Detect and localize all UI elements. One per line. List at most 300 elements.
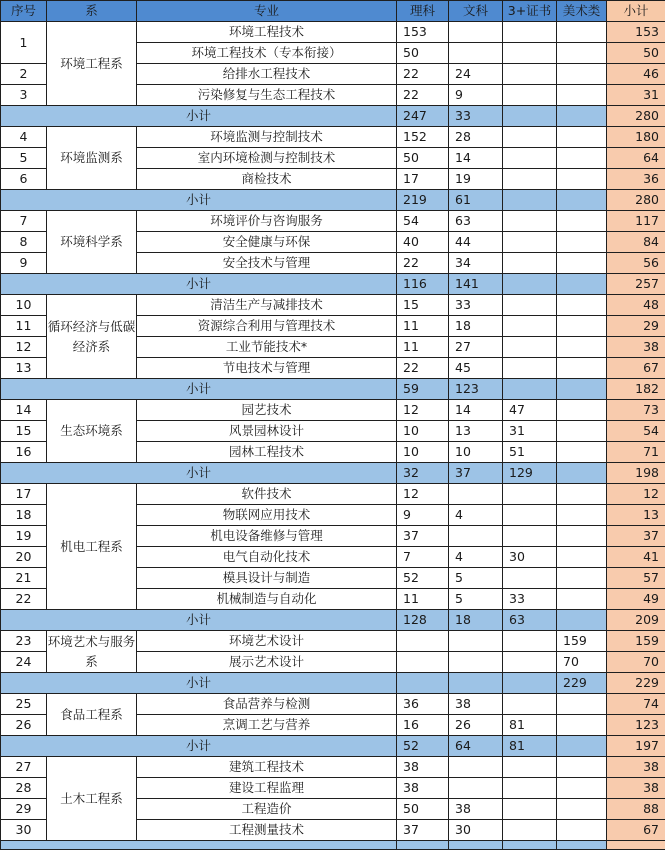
subtotal-art [557, 610, 607, 631]
arts-count: 5 [449, 568, 503, 589]
header-major: 专业 [137, 1, 397, 22]
department-name: 环境监测系 [47, 127, 137, 190]
row-number: 10 [1, 295, 47, 316]
major-name: 建筑工程技术 [137, 757, 397, 778]
subtotal-certificate: 81 [503, 736, 557, 757]
table-row [1, 22, 665, 43]
subtotal-row [1, 736, 665, 757]
row-total: 38 [607, 778, 665, 799]
subtotal-row [1, 379, 665, 400]
science-count: 38 [397, 778, 449, 799]
art-count [557, 64, 607, 85]
header-total: 小计 [607, 1, 665, 22]
art-count [557, 778, 607, 799]
arts-count: 38 [449, 799, 503, 820]
row-number: 11 [1, 316, 47, 337]
row-total: 37 [607, 526, 665, 547]
subtotal-science: 116 [397, 274, 449, 295]
major-name: 工程造价 [137, 799, 397, 820]
arts-count [449, 778, 503, 799]
art-count [557, 211, 607, 232]
major-name: 污染修复与生态工程技术 [137, 85, 397, 106]
department-name: 环境工程系 [47, 22, 137, 106]
arts-count: 9 [449, 85, 503, 106]
row-number: 25 [1, 694, 47, 715]
subtotal-science: 219 [397, 190, 449, 211]
row-total: 56 [607, 253, 665, 274]
art-count [557, 757, 607, 778]
art-count [557, 148, 607, 169]
row-number: 15 [1, 421, 47, 442]
certificate-count: 47 [503, 400, 557, 421]
certificate-count [503, 631, 557, 652]
major-name: 给排水工程技术 [137, 64, 397, 85]
certificate-count: 30 [503, 547, 557, 568]
science-count [397, 652, 449, 673]
header-art: 美术类 [557, 1, 607, 22]
header-cert: 3+证书 [503, 1, 557, 22]
row-total: 88 [607, 799, 665, 820]
subtotal-arts: 18 [449, 610, 503, 631]
subtotal-total: 229 [607, 673, 665, 694]
arts-count: 18 [449, 316, 503, 337]
science-count: 22 [397, 253, 449, 274]
row-total: 13 [607, 505, 665, 526]
major-name: 工业节能技术* [137, 337, 397, 358]
science-count: 16 [397, 715, 449, 736]
major-name: 园林工程技术 [137, 442, 397, 463]
row-total: 38 [607, 337, 665, 358]
subtotal-certificate [503, 190, 557, 211]
arts-count: 5 [449, 589, 503, 610]
science-count: 22 [397, 64, 449, 85]
art-count [557, 316, 607, 337]
science-count: 37 [397, 526, 449, 547]
subtotal-total: 182 [607, 379, 665, 400]
certificate-count [503, 211, 557, 232]
major-name: 物联网应用技术 [137, 505, 397, 526]
row-total: 67 [607, 358, 665, 379]
header-arts: 文科 [449, 1, 503, 22]
arts-count: 19 [449, 169, 503, 190]
row-total: 41 [607, 547, 665, 568]
row-total: 117 [607, 211, 665, 232]
table-row [1, 400, 665, 421]
table-row [1, 694, 665, 715]
certificate-count [503, 85, 557, 106]
arts-count: 33 [449, 295, 503, 316]
arts-count: 34 [449, 253, 503, 274]
arts-count: 24 [449, 64, 503, 85]
subtotal-row [1, 841, 665, 850]
art-count [557, 799, 607, 820]
certificate-count: 51 [503, 442, 557, 463]
header-sci: 理科 [397, 1, 449, 22]
subtotal-certificate: 129 [503, 463, 557, 484]
subtotal-label: 小计 [1, 274, 397, 295]
arts-count: 26 [449, 715, 503, 736]
science-count: 15 [397, 295, 449, 316]
row-number: 3 [1, 85, 47, 106]
arts-count: 30 [449, 820, 503, 841]
certificate-count [503, 358, 557, 379]
art-count [557, 43, 607, 64]
major-name: 环境艺术设计 [137, 631, 397, 652]
row-total: 159 [607, 631, 665, 652]
arts-count: 63 [449, 211, 503, 232]
table-row [1, 211, 665, 232]
major-name: 资源综合利用与管理技术 [137, 316, 397, 337]
science-count: 7 [397, 547, 449, 568]
row-total: 12 [607, 484, 665, 505]
art-count [557, 589, 607, 610]
row-number: 1 [1, 22, 47, 64]
subtotal-certificate [503, 106, 557, 127]
department-name: 环境艺术与服务系 [47, 631, 137, 673]
subtotal-science [397, 841, 449, 850]
row-number: 8 [1, 232, 47, 253]
subtotal-certificate [503, 379, 557, 400]
row-total: 48 [607, 295, 665, 316]
art-count [557, 358, 607, 379]
arts-count: 4 [449, 505, 503, 526]
subtotal-total: 197 [607, 736, 665, 757]
art-count [557, 526, 607, 547]
subtotal-total: 280 [607, 106, 665, 127]
major-name: 电气自动化技术 [137, 547, 397, 568]
subtotal-arts [449, 673, 503, 694]
subtotal-arts: 141 [449, 274, 503, 295]
major-name: 安全技术与管理 [137, 253, 397, 274]
science-count: 11 [397, 316, 449, 337]
science-count: 10 [397, 442, 449, 463]
subtotal-row [1, 673, 665, 694]
row-total: 31 [607, 85, 665, 106]
subtotal-art [557, 463, 607, 484]
art-count [557, 400, 607, 421]
science-count: 22 [397, 85, 449, 106]
subtotal-science: 32 [397, 463, 449, 484]
subtotal-arts: 37 [449, 463, 503, 484]
subtotal-art: 229 [557, 673, 607, 694]
subtotal-science: 59 [397, 379, 449, 400]
science-count: 12 [397, 400, 449, 421]
row-total: 57 [607, 568, 665, 589]
subtotal-row [1, 274, 665, 295]
subtotal-science [397, 673, 449, 694]
arts-count: 28 [449, 127, 503, 148]
row-number: 9 [1, 253, 47, 274]
arts-count: 44 [449, 232, 503, 253]
table-row [1, 295, 665, 316]
subtotal-arts: 61 [449, 190, 503, 211]
subtotal-certificate [503, 841, 557, 850]
row-number: 17 [1, 484, 47, 505]
science-count: 153 [397, 22, 449, 43]
science-count: 22 [397, 358, 449, 379]
subtotal-art [557, 379, 607, 400]
major-name: 环境评价与咨询服务 [137, 211, 397, 232]
subtotal-label: 小计 [1, 463, 397, 484]
art-count [557, 820, 607, 841]
row-number: 30 [1, 820, 47, 841]
certificate-count [503, 22, 557, 43]
science-count: 40 [397, 232, 449, 253]
arts-count [449, 43, 503, 64]
row-total: 46 [607, 64, 665, 85]
subtotal-row [1, 463, 665, 484]
row-number: 21 [1, 568, 47, 589]
row-total: 123 [607, 715, 665, 736]
major-name: 机械制造与自动化 [137, 589, 397, 610]
major-name: 环境工程技术 [137, 22, 397, 43]
certificate-count [503, 148, 557, 169]
row-total: 49 [607, 589, 665, 610]
row-number: 4 [1, 127, 47, 148]
art-count [557, 505, 607, 526]
subtotal-total: 209 [607, 610, 665, 631]
row-total: 74 [607, 694, 665, 715]
row-total: 29 [607, 316, 665, 337]
subtotal-art [557, 274, 607, 295]
subtotal-total: 280 [607, 190, 665, 211]
science-count: 54 [397, 211, 449, 232]
science-count: 12 [397, 484, 449, 505]
art-count [557, 232, 607, 253]
certificate-count [503, 295, 557, 316]
subtotal-science: 52 [397, 736, 449, 757]
certificate-count [503, 568, 557, 589]
row-total: 38 [607, 757, 665, 778]
certificate-count [503, 694, 557, 715]
subtotal-arts: 33 [449, 106, 503, 127]
art-count [557, 484, 607, 505]
certificate-count: 31 [503, 421, 557, 442]
table-row [1, 484, 665, 505]
row-number: 27 [1, 757, 47, 778]
subtotal-total: 198 [607, 463, 665, 484]
subtotal-arts: 64 [449, 736, 503, 757]
row-number: 6 [1, 169, 47, 190]
science-count: 17 [397, 169, 449, 190]
major-name: 烹调工艺与营养 [137, 715, 397, 736]
science-count: 50 [397, 43, 449, 64]
science-count: 50 [397, 148, 449, 169]
art-count [557, 442, 607, 463]
arts-count: 38 [449, 694, 503, 715]
certificate-count [503, 43, 557, 64]
major-name: 商检技术 [137, 169, 397, 190]
arts-count [449, 526, 503, 547]
certificate-count [503, 820, 557, 841]
row-number: 7 [1, 211, 47, 232]
row-number: 13 [1, 358, 47, 379]
arts-count [449, 631, 503, 652]
art-count: 159 [557, 631, 607, 652]
subtotal-certificate [503, 673, 557, 694]
subtotal-art [557, 106, 607, 127]
subtotal-label: 小计 [1, 610, 397, 631]
table-row [1, 127, 665, 148]
major-name: 环境工程技术（专本衔接） [137, 43, 397, 64]
science-count: 10 [397, 421, 449, 442]
header-dept: 系 [47, 1, 137, 22]
subtotal-label: 小计 [1, 106, 397, 127]
science-count: 9 [397, 505, 449, 526]
header-row [1, 1, 665, 22]
major-name: 园艺技术 [137, 400, 397, 421]
subtotal-art [557, 190, 607, 211]
subtotal-total [607, 841, 665, 850]
arts-count: 4 [449, 547, 503, 568]
row-total: 84 [607, 232, 665, 253]
art-count [557, 694, 607, 715]
row-number: 16 [1, 442, 47, 463]
art-count [557, 85, 607, 106]
subtotal-row [1, 190, 665, 211]
arts-count: 45 [449, 358, 503, 379]
row-total: 71 [607, 442, 665, 463]
science-count: 37 [397, 820, 449, 841]
certificate-count [503, 253, 557, 274]
subtotal-art [557, 841, 607, 850]
major-name: 软件技术 [137, 484, 397, 505]
row-total: 36 [607, 169, 665, 190]
certificate-count [503, 484, 557, 505]
certificate-count: 81 [503, 715, 557, 736]
row-number: 18 [1, 505, 47, 526]
department-name: 环境科学系 [47, 211, 137, 274]
major-name: 节电技术与管理 [137, 358, 397, 379]
science-count: 152 [397, 127, 449, 148]
row-number: 12 [1, 337, 47, 358]
arts-count: 14 [449, 148, 503, 169]
art-count [557, 715, 607, 736]
major-name: 安全健康与环保 [137, 232, 397, 253]
science-count: 52 [397, 568, 449, 589]
subtotal-arts [449, 841, 503, 850]
certificate-count [503, 799, 557, 820]
subtotal-label: 小计 [1, 190, 397, 211]
subtotal-arts: 123 [449, 379, 503, 400]
arts-count [449, 484, 503, 505]
certificate-count [503, 64, 557, 85]
subtotal-label: 小计 [1, 673, 397, 694]
certificate-count [503, 652, 557, 673]
science-count [397, 631, 449, 652]
art-count [557, 547, 607, 568]
arts-count: 27 [449, 337, 503, 358]
science-count: 50 [397, 799, 449, 820]
art-count [557, 127, 607, 148]
art-count [557, 337, 607, 358]
row-total: 50 [607, 43, 665, 64]
row-number: 19 [1, 526, 47, 547]
art-count [557, 568, 607, 589]
subtotal-label: 小计 [1, 379, 397, 400]
art-count: 70 [557, 652, 607, 673]
row-number: 14 [1, 400, 47, 421]
row-total: 70 [607, 652, 665, 673]
certificate-count [503, 337, 557, 358]
row-total: 67 [607, 820, 665, 841]
major-name: 工程测量技术 [137, 820, 397, 841]
table-body [1, 22, 665, 850]
certificate-count [503, 757, 557, 778]
certificate-count [503, 232, 557, 253]
major-name: 展示艺术设计 [137, 652, 397, 673]
department-name: 循环经济与低碳经济系 [47, 295, 137, 379]
row-total: 180 [607, 127, 665, 148]
major-name: 清洁生产与减排技术 [137, 295, 397, 316]
arts-count: 13 [449, 421, 503, 442]
major-name: 食品营养与检测 [137, 694, 397, 715]
subtotal-certificate [503, 274, 557, 295]
subtotal-total: 257 [607, 274, 665, 295]
science-count: 11 [397, 337, 449, 358]
certificate-count [503, 778, 557, 799]
science-count: 36 [397, 694, 449, 715]
row-number: 24 [1, 652, 47, 673]
arts-count [449, 652, 503, 673]
department-name: 食品工程系 [47, 694, 137, 736]
row-total: 73 [607, 400, 665, 421]
row-total: 54 [607, 421, 665, 442]
art-count [557, 295, 607, 316]
department-name: 土木工程系 [47, 757, 137, 841]
art-count [557, 253, 607, 274]
row-number: 26 [1, 715, 47, 736]
row-number: 2 [1, 64, 47, 85]
major-name: 室内环境检测与控制技术 [137, 148, 397, 169]
row-number: 5 [1, 148, 47, 169]
arts-count: 10 [449, 442, 503, 463]
row-number: 28 [1, 778, 47, 799]
subtotal-science: 128 [397, 610, 449, 631]
arts-count [449, 22, 503, 43]
arts-count [449, 757, 503, 778]
row-number: 22 [1, 589, 47, 610]
art-count [557, 169, 607, 190]
subtotal-certificate: 63 [503, 610, 557, 631]
row-number: 23 [1, 631, 47, 652]
art-count [557, 421, 607, 442]
row-total: 64 [607, 148, 665, 169]
table-row [1, 631, 665, 652]
major-name: 模具设计与制造 [137, 568, 397, 589]
certificate-count [503, 526, 557, 547]
subtotal-label [1, 841, 397, 850]
certificate-count: 33 [503, 589, 557, 610]
row-number: 20 [1, 547, 47, 568]
art-count [557, 22, 607, 43]
department-name: 机电工程系 [47, 484, 137, 610]
science-count: 38 [397, 757, 449, 778]
subtotal-row [1, 610, 665, 631]
subtotal-art [557, 736, 607, 757]
header-num: 序号 [1, 1, 47, 22]
arts-count: 14 [449, 400, 503, 421]
row-number: 29 [1, 799, 47, 820]
table-row [1, 757, 665, 778]
major-name: 环境监测与控制技术 [137, 127, 397, 148]
certificate-count [503, 505, 557, 526]
major-name: 机电设备维修与管理 [137, 526, 397, 547]
department-name: 生态环境系 [47, 400, 137, 463]
certificate-count [503, 316, 557, 337]
major-name: 风景园林设计 [137, 421, 397, 442]
certificate-count [503, 169, 557, 190]
